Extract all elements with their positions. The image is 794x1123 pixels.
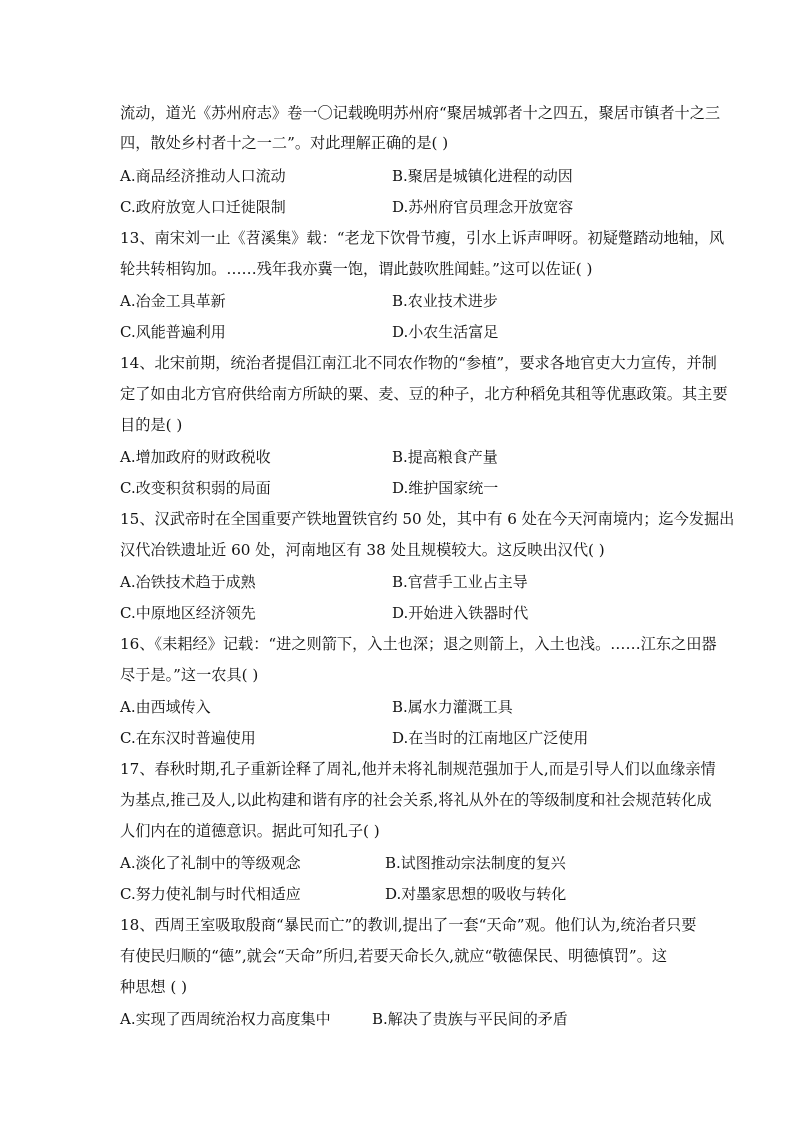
q17-option-c[interactable]: C.努力使礼制与时代相适应 [120,885,301,903]
q17-option-b[interactable]: B.试图推动宗法制度的复兴 [385,854,566,872]
q16-option-a[interactable]: A.由西域传入 [120,698,211,716]
q18-stem-line-3: 种思想 ( ) [120,978,188,996]
q13-option-b[interactable]: B.农业技术进步 [392,292,498,310]
q15-option-d[interactable]: D.开始进入铁器时代 [392,604,529,622]
q14-option-d[interactable]: D.维护国家统一 [392,479,499,497]
q18-stem-line-1: 18、西周王室吸取殷商“暴民而亡”的教训,提出了一套“天命”观。他们认为,统治者只要 [120,916,697,934]
q13-stem-line-2: 轮共转相钩加。……残年我亦冀一饱，谓此鼓吹胜闻蛙。”这可以佐证( ) [120,260,593,278]
q17-option-a[interactable]: A.淡化了礼制中的等级观念 [120,854,301,872]
q16-option-c[interactable]: C.在东汉时普遍使用 [120,729,256,747]
q15-stem-line-2: 汉代冶铁遗址近 60 处，河南地区有 38 处且规模较大。这反映出汉代( ) [120,541,605,559]
q13-option-c[interactable]: C.风能普遍利用 [120,323,226,341]
q14-option-b[interactable]: B.提高粮食产量 [392,448,498,466]
q13-option-d[interactable]: D.小农生活富足 [392,323,499,341]
q12-stem-line-2: 四，散处乡村者十之一二”。对此理解正确的是( ) [120,134,449,152]
q17-option-d[interactable]: D.对墨家思想的吸收与转化 [385,885,567,903]
q18-stem-line-2: 有使民归顺的“德”,就会“天命”所归,若要天命长久,就应“敬德保民、明德慎罚”。这 [120,947,668,965]
q15-option-b[interactable]: B.官营手工业占主导 [392,573,528,591]
q15-option-c[interactable]: C.中原地区经济领先 [120,604,256,622]
q14-option-a[interactable]: A.增加政府的财政税收 [120,448,271,466]
q16-stem-line-2: 尽于是。”这一农具( ) [120,666,259,684]
q15-option-a[interactable]: A.冶铁技术趋于成熟 [120,573,256,591]
q18-option-a[interactable]: A.实现了西周统治权力高度集中 [120,1010,331,1028]
q12-stem-line-1: 流动，道光《苏州府志》卷一〇记载晚明苏州府“聚居城郭者十之四五，聚居市镇者十之三 [120,104,721,122]
q13-option-a[interactable]: A.冶金工具革新 [120,292,226,310]
q16-stem-line-1: 16、《耒耜经》记载：“进之则箭下，入土也深；退之则箭上，入土也浅。……江东之田器 [120,635,717,653]
q12-option-a[interactable]: A.商品经济推动人口流动 [120,167,286,185]
q17-stem-line-2: 为基点,推己及人,以此构建和谐有序的社会关系,将礼从外在的等级制度和社会规范转化成 [120,791,712,809]
q12-option-c[interactable]: C.政府放宽人口迁徙限制 [120,198,286,216]
q15-stem-line-1: 15、汉武帝时在全国重要产铁地置铁官约 50 处，其中有 6 处在今天河南境内；迄今发掘出 [120,510,735,528]
q13-stem-line-1: 13、南宋刘一止《苕溪集》载：“老龙下饮骨节瘦，引水上诉声呷呀。初疑蹩踏动地轴，风 [120,229,725,247]
q12-option-b[interactable]: B.聚居是城镇化进程的动因 [392,167,573,185]
q17-stem-line-1: 17、春秋时期,孔子重新诠释了周礼,他并未将礼制规范强加于人,而是引导人们以血缘亲情 [120,760,716,778]
q14-stem-line-3: 目的是( ) [120,416,183,434]
q18-option-b[interactable]: B.解决了贵族与平民间的矛盾 [372,1010,568,1028]
q16-option-d[interactable]: D.在当时的江南地区广泛使用 [392,729,589,747]
q14-stem-line-1: 14、北宋前期，统治者提倡江南江北不同农作物的“参植”，要求各地官吏大力宣传，并制 [120,354,717,372]
q16-option-b[interactable]: B.属水力灌溉工具 [392,698,513,716]
q17-stem-line-3: 人们内在的道德意识。据此可知孔子( ) [120,822,380,840]
q14-option-c[interactable]: C.改变积贫积弱的局面 [120,479,271,497]
q14-stem-line-2: 定了如由北方官府供给南方所缺的粟、麦、豆的种子，北方种稻免其租等优惠政策。其主要 [120,385,728,403]
q12-option-d[interactable]: D.苏州府官员理念开放宽容 [392,198,574,216]
